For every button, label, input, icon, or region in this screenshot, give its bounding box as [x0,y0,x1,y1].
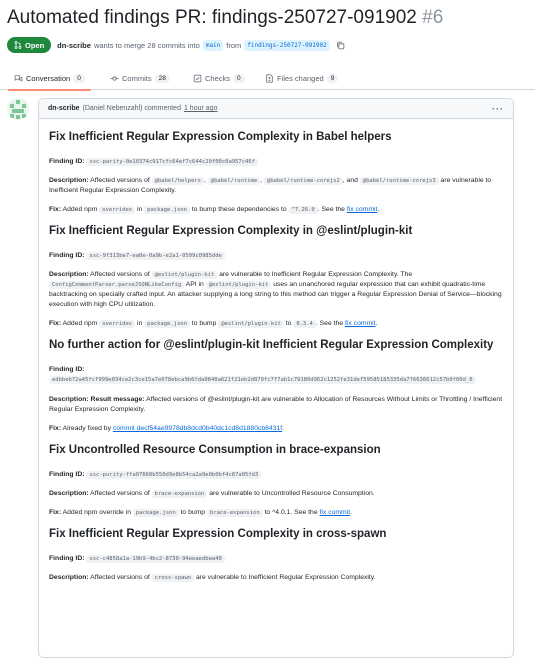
fix-text: . [375,320,378,327]
desc-text: , and [342,177,358,184]
git-commit-icon [110,74,119,83]
fix-commit-link[interactable]: fix commit [344,320,376,327]
finding-id-code: ssc-9f313be7-ea0e-0a9b-e2a1-0509c0985dde [86,252,224,260]
finding-id-code: ssc-c4858a1a-19b9-4bc2-8730-94eeaedbea40 [86,555,224,563]
desc-text: are vulnerable to Inefficient Regular Expression Complexity. [49,177,492,194]
desc-text: Affected versions of @eslint/plugin-kit are vulnerable to Allocation of Resources Without Limits or Throttling / Inefficient Regular Expression Complexity. [49,396,503,413]
kebab-menu-icon[interactable]: ··· [492,103,504,114]
finding-id-line [49,365,503,386]
finding-title: No further action for @eslint/plugin-kit Inefficient Regular Expression Complexity [49,339,494,351]
pr-number: #6 [422,7,444,28]
fix-text: . See the [317,206,345,213]
desc-text: Affected versions of [90,177,150,184]
comment-timestamp[interactable]: 1 hour ago [183,105,218,112]
finding-id-line [49,470,503,480]
fix-text: Added npm override in [62,509,131,516]
tab-files-changed-count: 9 [327,74,339,83]
fix-text: . [377,206,380,213]
file-diff-icon [265,74,274,83]
comment-header [39,99,513,119]
tab-commits[interactable] [110,66,170,90]
finding-description [49,270,503,310]
finding-title: Fix Inefficient Regular Expression Complexity in Babel helpers [49,131,392,143]
fix-commit-link[interactable]: fix commit [346,206,378,213]
package-code: brace-expansion [152,490,208,498]
fix-text: . [282,425,285,432]
tab-conversation-count: 0 [73,74,85,83]
copy-icon[interactable] [336,41,345,50]
pr-tabs [0,66,535,90]
description-label: Description: [49,177,89,184]
finding-id-label: Finding ID: [49,252,85,259]
pr-title-text: Automated findings PR: findings-250727-091902 [7,7,417,28]
fix-commit-link[interactable]: fix commit [319,509,351,516]
desc-text: Affected versions of [90,574,150,581]
head-branch[interactable]: findings-250727-091902 [244,40,329,51]
status-badge-label: Open [25,40,45,50]
tab-files-changed-label: Files changed [277,73,324,83]
finding-id-label: Finding ID: [49,158,85,165]
description-label: Description: [49,490,89,497]
fix-text: to [285,320,292,327]
fix-text: in [136,206,143,213]
finding-title: Fix Uncontrolled Resource Consumption in brace-expansion [49,444,381,456]
fix-text: Already fixed by [62,425,111,432]
package-code: @babel/runtime [208,177,260,185]
tab-checks-label: Checks [205,73,231,83]
pr-title [7,6,443,30]
merge-text: wants to merge 28 commits into [93,40,200,50]
finding-description: Description: Affected versions of @babel/helpers , @babel/runtime , @babel/runtime-corejs2 , and @babel/runtime-corejs3 are vulnerable to Inefficient Regular Expression Complexity. [49,177,492,194]
base-branch[interactable]: main [203,40,223,51]
git-pull-request-icon [14,41,22,49]
tab-files-changed[interactable] [265,66,338,90]
status-badge [7,37,51,53]
package-code: @eslint/plugin-kit [206,281,272,289]
checklist-icon [193,74,202,83]
package-code: @babel/helpers [152,177,204,185]
fix-text: in [136,320,143,327]
finding-id-code: ssc-parity-0e10374c917cfc64ef7c644c20f00c0a957c46f [86,158,258,166]
description-label: Description: [49,396,89,403]
finding-id-line [49,157,503,167]
tab-commits-count: 28 [155,74,170,83]
fix-label: Fix: [49,206,62,213]
fix-text: to bump [191,320,217,327]
commit-link[interactable]: commit decf54ae9978db8dcd0b40dc1cd8d1880cb8431f [112,425,283,432]
fix-code: @eslint/plugin-kit [218,320,284,328]
finding-fix [49,319,503,329]
fix-code: ^7.26.0 [289,206,318,214]
finding-fix [49,205,503,215]
fix-code: package.json [133,509,179,517]
fix-code: package.json [144,206,190,214]
fix-text: to bump these dependencies to [191,206,287,213]
fix-code: 0.3.4 [293,320,316,328]
result-message-label: Result message: [90,396,145,403]
finding-id-line [49,251,503,261]
fix-label: Fix: [49,320,62,327]
from-text: from [226,40,242,50]
desc-text: uses an unanchored regular expression that can exhibit quadratic-time backtracking on specially crafted input. An attacker supplying a long string to this method can trigger a Regular Expression Denial of Service—blocking execution with high CPU utilization. [49,281,502,308]
tab-conversation[interactable] [14,66,85,90]
desc-text: are vulnerable to Uncontrolled Resource Consumption. [209,490,375,497]
fix-code: brace-expansion [207,509,263,517]
avatar[interactable] [7,98,29,120]
tab-commits-label: Commits [122,73,152,83]
comment-verb: commented [144,105,181,112]
finding-id-code: ssc-purity-ffa07660b550d9e8b54ca2a9e0b0bf4c87a05fd3 [86,471,261,479]
fix-code: package.json [144,320,190,328]
fix-text: Added npm [62,320,98,327]
comment-author[interactable]: dn-scribe [48,105,80,112]
finding-id-label: Finding ID: [49,366,85,373]
tab-conversation-label: Conversation [26,73,71,83]
finding-id-label: Finding ID: [49,471,85,478]
desc-text: Affected versions of [90,271,150,278]
tab-checks-count: 0 [233,74,245,83]
finding-description [49,573,503,583]
tab-checks[interactable] [193,66,245,90]
finding-id-label: Finding ID: [49,555,85,562]
fix-code: overrides [99,206,135,214]
package-code: @babel/runtime-corejs3 [360,177,439,185]
desc-text: are vulnerable to Inefficient Regular Expression Complexity. [195,574,376,581]
desc-text: are vulnerable to Inefficient Regular Expression Complexity. The [219,271,413,278]
desc-text: Affected versions of [90,490,150,497]
finding-id-code: edbbeb72a45fcf999e034ce2c3ce15a7e078ebca9b6fda0840a621f21eb2d870fc7f7ab1c79180d962c1252fe31def59585185335da7f6636612c57b0f00d_0 [49,376,476,384]
comment-author-fullname: (Daniel Nebenzahl) [82,105,143,112]
package-code: @babel/runtime-corejs2 [264,177,343,185]
fix-label: Fix: [49,509,62,516]
fix-text: . See the [315,320,344,327]
fix-text: to bump [180,509,206,516]
pr-author-link[interactable]: dn-scribe [57,40,91,50]
fix-text: to ^4.0.1. See the [264,509,318,516]
finding-title: Fix Inefficient Regular Expression Complexity in cross-spawn [49,528,387,540]
api-code: ConfigCommentParser.parseJSONLikeConfig [49,281,184,289]
finding-title: Fix Inefficient Regular Expression Complexity in @eslint/plugin-kit [49,225,413,237]
package-code: cross-spawn [152,574,194,582]
fix-text: . [350,509,352,516]
finding-id-line [49,554,503,564]
fix-label: Fix: [49,425,62,432]
description-label: Description: [49,271,89,278]
pr-meta [7,36,345,54]
comment-discussion-icon [14,74,23,83]
finding-fix [49,424,503,434]
finding-description [49,489,503,499]
finding-fix [49,508,503,518]
comment-box [38,98,514,658]
comment-body [39,119,513,583]
package-code: @eslint/plugin-kit [152,271,218,279]
finding-description [49,395,503,415]
fix-code: overrides [99,320,135,328]
desc-text: API in [185,281,204,288]
fix-text: Added npm [62,206,98,213]
description-label: Description: [49,574,89,581]
